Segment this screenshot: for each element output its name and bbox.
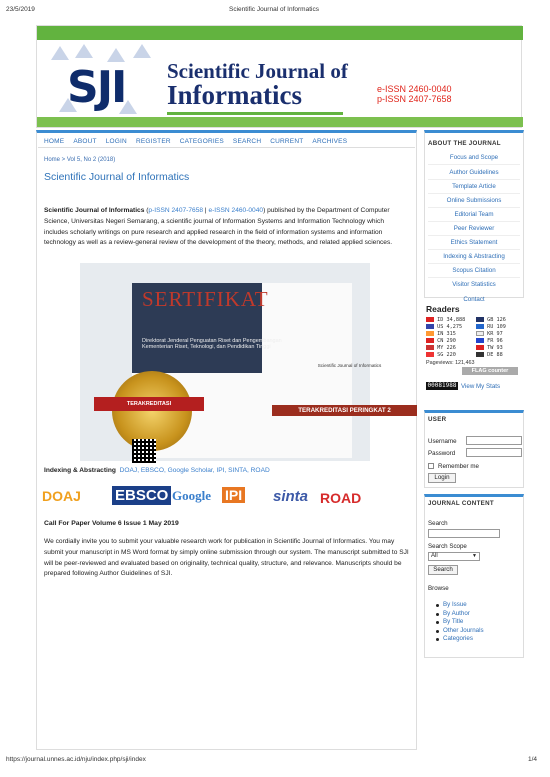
search-scope-label: Search Scope [428,543,467,550]
pissn-link[interactable]: p-ISSN 2407-7658 [148,207,204,214]
certificate-rank: TERAKREDITASI PERINGKAT 2 [272,405,417,416]
sidebar-link-author-guidelines[interactable]: Author Guidelines [449,169,499,176]
journal-description: Scientific Journal of Informatics (p-ISSN 2407-7658 | e-ISSN 2460-0040) published by the Department of Computer Science, Universitas Negeri Semarang, a scientific journal of Information Systems and Information Technology which includes scholarly writings on pure research and applied research in the field of information systems and information technology as well as a review-general review of the development of the theory, methods, and related applied sciences. [44,207,393,247]
browse-by-title[interactable]: By Title [436,618,484,627]
logo-text: SJI [67,62,126,113]
print-date: 23/5/2019 [6,6,35,13]
browse-list [436,601,484,644]
reader-row: SG 220 [426,351,456,358]
journal-name: Scientific Journal of Informatics [44,207,145,214]
search-input[interactable] [428,529,500,538]
sidebar-link-focus-scope[interactable]: Focus and Scope [449,154,499,161]
print-title: Scientific Journal of Informatics [229,6,319,13]
print-url: https://journal.unnes.ac.id/nju/index.php/sji/index [6,756,146,763]
nav-home[interactable]: HOME [44,138,65,145]
readers-heading: Readers [426,304,460,314]
road-logo[interactable]: ROAD [320,490,362,506]
banner-title-line1: Scientific Journal of [167,59,348,83]
banner-underline [167,112,343,115]
visitor-counter: 00081988 [427,382,457,389]
reader-row: IN 315 [426,330,456,337]
cfp-text: We cordially invite you to submit your valuable research work for publication in Scientific Journal of Informatics. You may submit your manuscript in MS Word format by simply online submission through our system. The manuscript submitted to SJI will be peer-reviewed and evaluated based on originality, technical quality, structure, and relevance. Manuscripts should be prepared following Author Guidelines of SJI. [44,538,409,578]
search-button[interactable]: Search [428,565,458,575]
sji-logo [49,40,161,119]
description-text: ) published by the Department of Computer Science, Universitas Negeri Semarang, a scientific journal of Information Systems and Information Technology which includes scholarly writings on pure research and applied research in the field of information systems and information technology as well as a review-general review of the development of the theory, methods, and related applied sciences. [44,207,393,247]
indexing-links[interactable]: DOAJ, EBSCO, Google Scholar, IPI, SINTA, ROAD [119,467,270,474]
nav-register[interactable]: REGISTER [135,138,171,145]
doaj-logo[interactable]: DOAJ [42,488,81,504]
about-journal-heading: ABOUT THE JOURNAL [428,140,501,147]
indexing-logos [40,484,400,516]
sidebar-link-editorial-team[interactable]: Editorial Team [454,211,494,218]
ipi-logo[interactable]: IPI [222,487,245,503]
banner-pissn: p-ISSN 2407-7658 [377,94,452,104]
reader-row: MY 226 [426,344,456,351]
nav-login[interactable]: LOGIN [105,138,127,145]
sidebar-link-scopus-citation[interactable]: Scopus Citation [452,267,496,274]
banner-eissn: e-ISSN 2460-0040 [377,84,452,94]
nav-divider [38,147,415,148]
browse-label: Browse [428,585,449,592]
sidebar-link-ethics-statement[interactable]: Ethics Statement [450,239,498,246]
reader-row: FR 96 [476,337,503,344]
page-title: Scientific Journal of Informatics [44,171,190,183]
sidebar-link-peer-reviewer[interactable]: Peer Reviewer [453,225,495,232]
banner-top-stripe [37,26,523,40]
search-label: Search [428,520,448,527]
pageviews-count: Pageviews: 121,463 [426,360,475,366]
nav-categories[interactable]: CATEGORIES [179,138,224,145]
view-my-stats-link[interactable]: View My Stats [461,383,501,390]
flag-counter-widget[interactable] [426,304,522,374]
login-button[interactable]: Login [428,473,456,483]
indexing-line [44,467,270,474]
accreditation-certificate-image [80,263,391,461]
certificate-journal: Scientific Journal of Informatics [317,363,382,368]
remember-me-checkbox[interactable] [428,463,434,469]
password-label: Password [428,450,456,457]
reader-row: GB 126 [476,316,506,323]
search-scope-select[interactable]: All ▼ [428,552,480,561]
sidebar-link-indexing[interactable]: Indexing & Abstracting [443,253,505,260]
chevron-down-icon: ▼ [472,553,477,559]
reader-row: DE 88 [476,351,503,358]
nav-search[interactable]: SEARCH [232,138,262,145]
print-page-number: 1/4 [528,756,538,763]
journal-content-heading: JOURNAL CONTENT [428,500,494,507]
certificate-title: SERTIFIKAT [142,287,269,311]
username-label: Username [428,438,457,445]
reader-row: RU 109 [476,323,506,330]
reader-row: ID 34,888 [426,316,465,323]
browse-by-issue[interactable]: By Issue [436,601,484,610]
certificate-issuer: Direktorat Jenderal Penguatan Riset dan Pengembangan Kementerian Riset, Teknologi, dan Pendidikan Tinggi [142,338,282,350]
qr-code-icon [132,439,156,463]
breadcrumb[interactable]: Home > Vol 5, No 2 (2018) [44,157,116,163]
reader-row: US 4,275 [426,323,462,330]
journal-banner[interactable] [36,25,522,128]
cfp-title: Call For Paper Volume 6 Issue 1 May 2019 [44,520,179,527]
indexing-label: Indexing & Abstracting [44,467,116,474]
ebsco-logo[interactable]: EBSCO [112,486,171,505]
eissn-link[interactable]: e-ISSN 2460-0040 [208,207,264,214]
sinta-logo[interactable]: sinta [273,488,309,505]
username-input[interactable] [466,436,522,445]
google-logo[interactable]: Google [172,488,211,503]
reader-row: KR 97 [476,330,503,337]
browse-other-journals[interactable]: Other Journals [436,627,484,636]
main-navigation [44,138,356,145]
nav-current[interactable]: CURRENT [270,138,304,145]
sidebar-link-online-submissions[interactable]: Online Submissions [446,197,502,204]
nav-archives[interactable]: ARCHIVES [312,138,348,145]
reader-row: CN 290 [426,337,456,344]
sidebar-link-contact[interactable]: Contact [463,296,485,303]
banner-title-line2: Informatics [167,80,302,110]
nav-about[interactable]: ABOUT [73,138,97,145]
sidebar-link-template-article[interactable]: Template Article [452,183,496,190]
flag-counter-badge[interactable]: FLAG counter [462,367,518,375]
remember-me-label: Remember me [438,463,479,470]
browse-categories[interactable]: Categories [436,635,484,644]
reader-row: TW 93 [476,344,503,351]
browse-by-author[interactable]: By Author [436,610,484,619]
user-heading: USER [428,416,447,423]
seal-ribbon: TERAKREDITASI [94,397,204,411]
sidebar-link-visitor-statistics[interactable]: Visitor Statistics [452,281,496,288]
password-input[interactable] [466,448,522,457]
